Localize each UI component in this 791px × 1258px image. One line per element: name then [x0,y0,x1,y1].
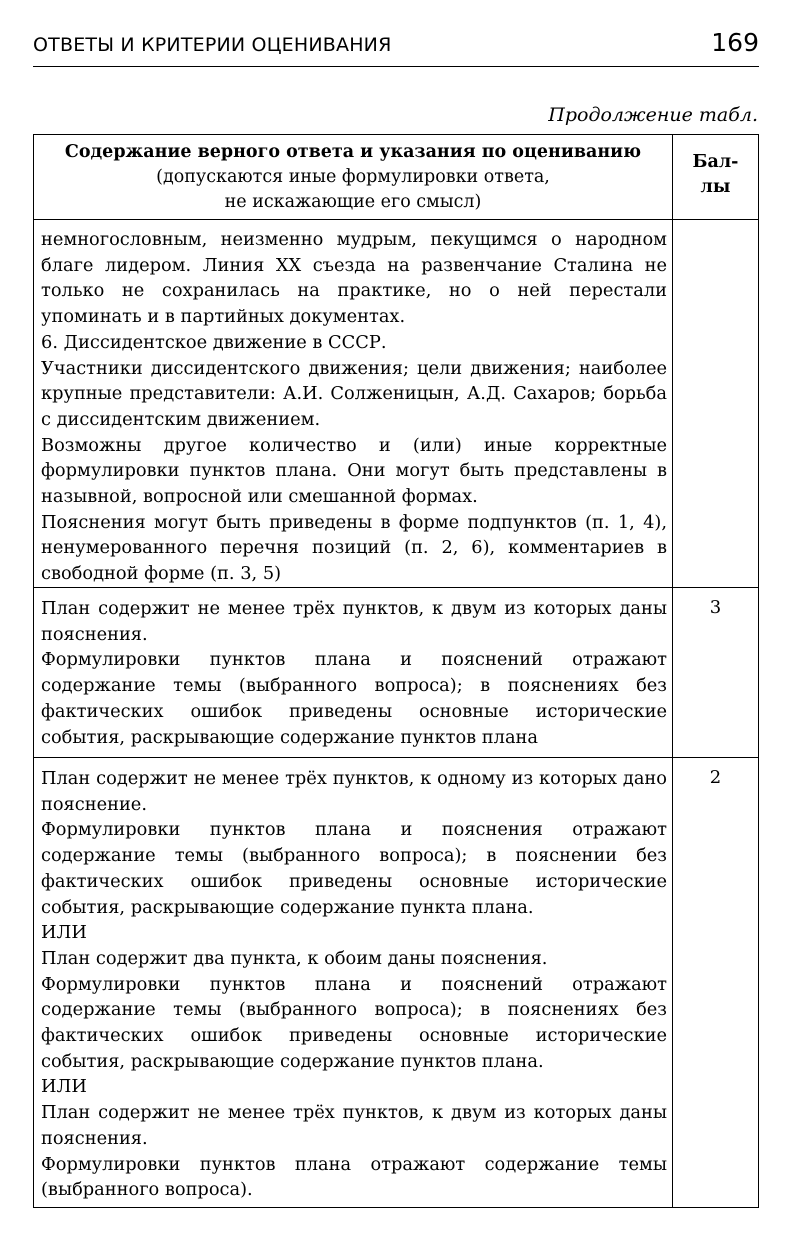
row-paragraph: 6. Диссидентское движение в СССР. [41,331,387,353]
content-column-header [34,135,672,219]
row-paragraph: Формулировки пунктов плана и пояснений отражают содержание темы (выбранного вопроса); в пояснениях без фактических ошибок приведены основные исторические события, раскрывающие содержание пунктов плана [41,649,667,748]
row-paragraph: План содержит не менее трёх пунктов, к одному из которых дано пояснение. [41,768,667,815]
row-paragraph: ИЛИ [41,922,87,944]
row-paragraph: Пояснения могут быть приведены в форме подпунктов (п. 1, 4), ненумерованного перечня позиций (п. 2, 6), комментариев в свободной форме (п. 3, 5) [41,511,667,585]
row-divider [34,219,758,220]
row-paragraph: Формулировки пунктов плана отражают содержание темы (выбранного вопроса). [41,1153,667,1201]
page-number: 169 [711,28,759,57]
table-row-content [41,766,667,1203]
row-paragraph: Формулировки пунктов плана и пояснений отражают содержание темы (выбранного вопроса); в пояснениях без фактических ошибок приведены основные исторические события, раскрывающие содержание пунктов плана. [41,973,667,1072]
running-title: ОТВЕТЫ И КРИТЕРИИ ОЦЕНИВАНИЯ [33,34,392,56]
row-score: 2 [709,767,722,788]
running-header [33,26,759,67]
row-paragraph: План содержит два пункта, к обоим даны пояснения. [41,947,548,969]
table-row-content [41,227,667,587]
row-paragraph: Участники диссидентского движения; цели движения; наиболее крупные представители: А.И. Солженицын, А.Д. Сахаров; борьба с диссидентским движением. [41,357,667,430]
row-paragraph: План содержит не менее трёх пунктов, к двум из которых даны пояснения. [41,598,667,645]
criteria-table [33,134,759,1208]
row-paragraph: Возможны другое количество и (или) иные корректные формулировки пунктов плана. Они могут быть представлены в назывной, вопросной или смешанной формах. [41,434,667,508]
row-paragraph: Формулировки пунктов плана и пояснения отражают содержание темы (выбранного вопроса); в пояснении без фактических ошибок приведены основные исторические события, раскрывающие содержание пункта плана. [41,819,667,918]
row-divider [34,587,758,588]
content-header-note-line1: (допускаются иные формулировки ответа, [156,167,550,187]
content-header-note-line2: не искажающие его смысл) [224,192,482,212]
row-paragraph: План содержит не менее трёх пунктов, к двум из которых даны пояснения. [41,1102,667,1149]
row-paragraph: ИЛИ [41,1076,87,1098]
content-header-title: Содержание верного ответа и указания по оцениванию [64,142,642,162]
row-divider [34,757,758,758]
row-paragraph: немногословным, неизменно мудрым, пекущимся о народном благе лидером. Линия XX съезда на развенчание Сталина не только не сохранилась на практике, но о ней перестали упоминать и в партийных документах. [41,229,667,328]
table-row-content [41,596,667,750]
points-header-line2: лы [700,177,731,197]
table-continuation-label: Продолжение табл. [548,104,758,126]
column-divider [672,135,673,1207]
row-score: 3 [709,597,722,618]
points-header-line1: Бал- [692,152,739,172]
points-column-header [673,135,758,219]
